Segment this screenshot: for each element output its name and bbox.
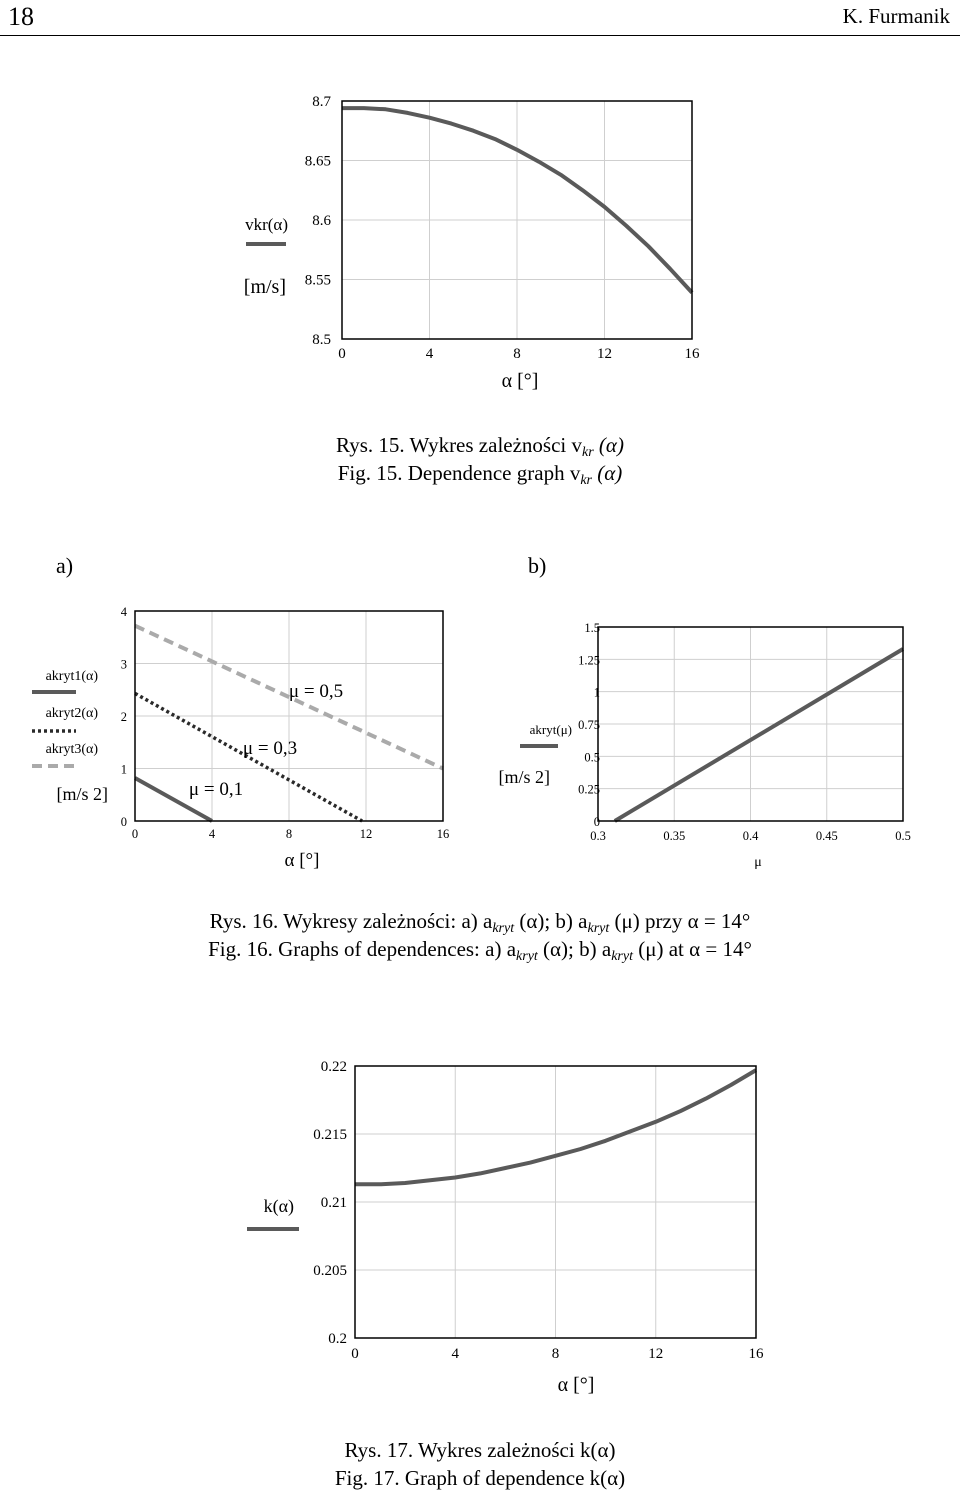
y-axis-label: [m/s 2] <box>498 767 550 787</box>
curve-annotation: μ = 0,5 <box>288 681 344 702</box>
x-tick-label: 0 <box>351 1346 359 1362</box>
x-tick-label: 8 <box>551 1346 560 1362</box>
caption-subscript: kryt <box>516 949 538 964</box>
y-tick-label: 1.5 <box>584 621 600 635</box>
x-tick-label: 0 <box>338 346 346 362</box>
figure-16-caption-en <box>0 936 960 970</box>
y-tick-label: 2 <box>120 710 127 724</box>
y-axis-label: [m/s] <box>243 276 286 298</box>
caption-text: (α) <box>592 461 623 485</box>
x-tick-label: 4 <box>451 1346 459 1362</box>
y-axis-label: [m/s 2] <box>56 784 108 804</box>
panel-a-label: a) <box>56 553 74 578</box>
caption-subscript: kryt <box>611 949 633 964</box>
x-tick-label: 12 <box>648 1346 664 1362</box>
y-tick-label: 0 <box>120 815 127 829</box>
x-tick-label: 0.5 <box>895 829 911 843</box>
x-tick-label: 16 <box>684 346 700 362</box>
y-tick-label: 1 <box>120 762 127 777</box>
figure-17-caption-pl: Rys. 17. Wykres zależności k(α) <box>344 1438 616 1462</box>
y-tick-label: 8.6 <box>312 213 331 229</box>
x-tick-label: 8 <box>285 827 293 841</box>
series-line-akryt <box>615 649 903 821</box>
legend-label: vkr(α) <box>245 215 288 234</box>
caption-text: (μ) at α = 14° <box>632 937 752 961</box>
legend-label: akryt(μ) <box>529 722 572 737</box>
x-tick-label: 0.35 <box>663 829 686 843</box>
y-tick-label: 1 <box>593 685 600 700</box>
caption-text: (α); b) a <box>514 909 588 933</box>
y-tick-label: 0.25 <box>578 782 600 797</box>
caption-text: Fig. 16. Graphs of dependences: a) a <box>208 937 517 961</box>
y-tick-label: 0.215 <box>313 1127 347 1143</box>
y-tick-label: 0.21 <box>320 1195 347 1211</box>
y-tick-label: 0.205 <box>313 1263 347 1279</box>
x-tick-label: 4 <box>208 827 216 841</box>
y-tick-label: 0 <box>593 815 600 829</box>
y-tick-label: 0.5 <box>584 750 600 765</box>
y-tick-label: 0.2 <box>328 1331 347 1347</box>
legend-label: k(α) <box>263 1196 294 1216</box>
caption-text: (μ) przy α = 14° <box>609 909 751 933</box>
legend-label: akryt2(α) <box>45 706 98 721</box>
y-tick-label: 0.22 <box>320 1059 347 1075</box>
y-tick-label: 4 <box>120 605 127 619</box>
caption-text: Rys. 16. Wykresy zależności: a) a <box>209 909 493 933</box>
caption-text: (α); b) a <box>537 937 612 961</box>
page-number: 18 <box>8 2 34 31</box>
caption-subscript: kryt <box>492 921 515 936</box>
y-tick-label: 1.25 <box>578 653 600 668</box>
curve-annotation: μ = 0,3 <box>242 738 298 759</box>
x-tick-label: 0 <box>131 827 139 841</box>
x-axis-label: α [°] <box>501 370 539 392</box>
x-tick-label: 12 <box>359 827 373 841</box>
x-tick-label: 0.4 <box>742 829 759 843</box>
panel-b-label: b) <box>528 553 547 578</box>
caption-subscript: kr <box>582 445 594 460</box>
y-tick-label: 0.75 <box>578 718 600 732</box>
y-tick-label: 8.65 <box>304 153 331 170</box>
x-axis-label: α [°] <box>557 1374 595 1396</box>
caption-text: Fig. 15. Dependence graph v <box>337 461 581 485</box>
caption-subscript: kryt <box>587 921 610 936</box>
x-tick-label: 8 <box>513 346 521 362</box>
caption-text: Rys. 15. Wykres zależności v <box>336 433 582 457</box>
caption-subscript: kr <box>580 473 592 488</box>
x-tick-label: 12 <box>597 346 612 362</box>
curve-annotation: μ = 0,1 <box>188 779 244 800</box>
x-tick-label: 4 <box>425 346 434 362</box>
legend-label: akryt1(α) <box>45 669 98 684</box>
figure-15-caption-en <box>0 460 960 494</box>
x-tick-label: 16 <box>436 827 450 841</box>
y-tick-label: 8.55 <box>304 272 331 289</box>
running-author: K. Furmanik <box>842 4 950 28</box>
x-axis-label: μ <box>754 855 762 870</box>
x-tick-label: 16 <box>748 1346 764 1362</box>
x-tick-label: 0.3 <box>590 829 606 843</box>
caption-text: (α) <box>593 433 624 457</box>
x-tick-label: 0.45 <box>815 829 838 843</box>
y-tick-label: 8.7 <box>312 94 331 110</box>
y-tick-label: 3 <box>120 657 127 672</box>
figure-17-caption-en: Fig. 17. Graph of dependence k(α) <box>334 1466 626 1490</box>
legend-label: akryt3(α) <box>45 742 98 757</box>
y-tick-label: 8.5 <box>312 332 331 348</box>
x-axis-label: α [°] <box>284 850 320 871</box>
